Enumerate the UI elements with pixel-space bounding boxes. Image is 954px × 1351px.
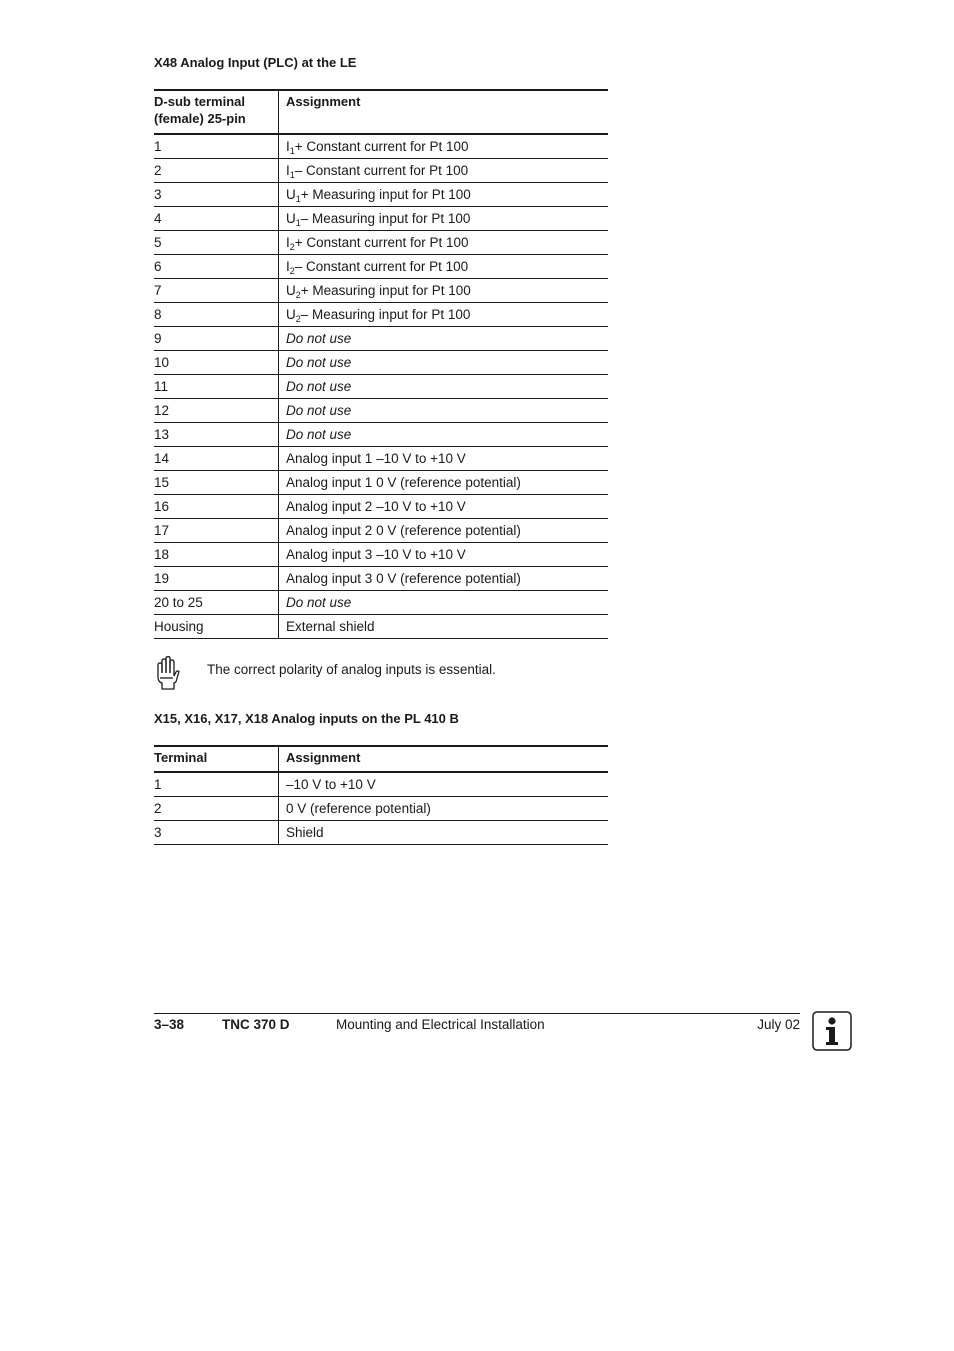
- terminal-cell: 20 to 25: [154, 591, 279, 615]
- terminal-cell: 1: [154, 772, 279, 797]
- terminal-cell: 7: [154, 279, 279, 303]
- signal-description: – Measuring input for Pt 100: [300, 306, 471, 322]
- note-text: The correct polarity of analog inputs is essential.: [207, 662, 496, 677]
- table-row: [154, 772, 608, 797]
- table-row: [154, 255, 608, 279]
- terminal-cell: Housing: [154, 615, 279, 639]
- page-number: 3–38: [154, 1017, 185, 1032]
- signal-description: – Constant current for Pt 100: [294, 162, 469, 178]
- terminal-cell: 8: [154, 303, 279, 327]
- signal-index: 1: [289, 145, 295, 156]
- publication-date: July 02: [757, 1017, 800, 1032]
- signal-symbol: I: [286, 138, 290, 154]
- terminal-cell: 11: [154, 375, 279, 399]
- table-row: [154, 423, 608, 447]
- page-footer: [154, 1013, 800, 1036]
- assignment-cell: [279, 134, 609, 159]
- signal-symbol: I: [286, 258, 290, 274]
- signal-description: + Measuring input for Pt 100: [300, 282, 471, 298]
- terminal-cell: 15: [154, 471, 279, 495]
- table-row: [154, 351, 608, 375]
- assignment-cell: [279, 255, 609, 279]
- table-row: [154, 159, 608, 183]
- assignment-cell: [279, 207, 609, 231]
- table-row: [154, 567, 608, 591]
- assignment-cell: Shield: [279, 821, 609, 845]
- assignment-cell: Analog input 3 –10 V to +10 V: [279, 543, 609, 567]
- assignment-cell: Do not use: [279, 351, 609, 375]
- assignment-cell: [279, 279, 609, 303]
- terminal-cell: 6: [154, 255, 279, 279]
- signal-description: + Measuring input for Pt 100: [300, 186, 471, 202]
- header-assignment: Assignment: [279, 90, 609, 134]
- table-row: [154, 519, 608, 543]
- header-terminal-line2: (female) 25-pin: [154, 111, 246, 126]
- table-row: [154, 447, 608, 471]
- table-row: [154, 543, 608, 567]
- terminal-cell: 12: [154, 399, 279, 423]
- terminal-cell: 18: [154, 543, 279, 567]
- terminal-cell: 16: [154, 495, 279, 519]
- signal-index: 2: [295, 289, 301, 300]
- table-row: [154, 207, 608, 231]
- signal-index: 1: [295, 217, 301, 228]
- assignment-cell: Analog input 3 0 V (reference potential): [279, 567, 609, 591]
- terminal-cell: 10: [154, 351, 279, 375]
- terminal-cell: 13: [154, 423, 279, 447]
- header-terminal: Terminal: [154, 750, 208, 765]
- signal-index: 2: [289, 241, 295, 252]
- assignment-cell: [279, 231, 609, 255]
- signal-symbol: U: [286, 306, 296, 322]
- assignment-cell: Analog input 2 –10 V to +10 V: [279, 495, 609, 519]
- assignment-cell: [279, 303, 609, 327]
- info-icon: [812, 1011, 852, 1051]
- terminal-cell: 3: [154, 821, 279, 845]
- signal-symbol: U: [286, 210, 296, 226]
- assignment-cell: –10 V to +10 V: [279, 772, 609, 797]
- terminal-cell: 4: [154, 207, 279, 231]
- header-terminal: [154, 90, 279, 134]
- pointing-hand-icon: [154, 656, 180, 690]
- assignment-cell: Do not use: [279, 399, 609, 423]
- assignment-cell: Do not use: [279, 375, 609, 399]
- signal-symbol: I: [286, 234, 290, 250]
- terminal-cell: 2: [154, 159, 279, 183]
- table-row: [154, 183, 608, 207]
- signal-index: 2: [289, 265, 295, 276]
- table-row: [154, 615, 608, 639]
- assignment-cell: External shield: [279, 615, 609, 639]
- table-row: [154, 279, 608, 303]
- section-title-pl410: X15, X16, X17, X18 Analog inputs on the PL 410 B: [154, 711, 459, 726]
- pl410-terminal-table: [154, 745, 608, 845]
- section-title-x48: X48 Analog Input (PLC) at the LE: [154, 55, 357, 70]
- assignment-cell: Do not use: [279, 327, 609, 351]
- assignment-cell: [279, 183, 609, 207]
- x48-pin-table: [154, 89, 608, 639]
- table-row: [154, 495, 608, 519]
- terminal-cell: 5: [154, 231, 279, 255]
- signal-index: 1: [295, 193, 301, 204]
- terminal-cell: 1: [154, 134, 279, 159]
- signal-index: 2: [295, 313, 301, 324]
- assignment-cell: Do not use: [279, 423, 609, 447]
- assignment-cell: [279, 159, 609, 183]
- header-assignment: Assignment: [279, 746, 609, 772]
- terminal-cell: 19: [154, 567, 279, 591]
- terminal-cell: 14: [154, 447, 279, 471]
- table-row: [154, 375, 608, 399]
- terminal-cell: 2: [154, 797, 279, 821]
- table-row: [154, 134, 608, 159]
- chapter-title: Mounting and Electrical Installation: [336, 1017, 545, 1032]
- terminal-cell: 9: [154, 327, 279, 351]
- signal-index: 1: [289, 169, 295, 180]
- assignment-cell: 0 V (reference potential): [279, 797, 609, 821]
- signal-description: – Measuring input for Pt 100: [300, 210, 471, 226]
- assignment-cell: Analog input 1 0 V (reference potential): [279, 471, 609, 495]
- table-header-row: [154, 746, 608, 772]
- assignment-cell: Analog input 2 0 V (reference potential): [279, 519, 609, 543]
- assignment-cell: Analog input 1 –10 V to +10 V: [279, 447, 609, 471]
- table-row: [154, 821, 608, 845]
- signal-symbol: I: [286, 162, 290, 178]
- signal-description: + Constant current for Pt 100: [294, 138, 469, 154]
- table-row: [154, 303, 608, 327]
- signal-symbol: U: [286, 282, 296, 298]
- model-name: TNC 370 D: [222, 1017, 290, 1032]
- signal-description: + Constant current for Pt 100: [294, 234, 469, 250]
- table-row: [154, 231, 608, 255]
- terminal-cell: 3: [154, 183, 279, 207]
- terminal-cell: 17: [154, 519, 279, 543]
- table-row: [154, 471, 608, 495]
- table-row: [154, 327, 608, 351]
- table-row: [154, 797, 608, 821]
- header-terminal-line1: D-sub terminal: [154, 94, 246, 109]
- table-row: [154, 399, 608, 423]
- signal-symbol: U: [286, 186, 296, 202]
- signal-description: – Constant current for Pt 100: [294, 258, 469, 274]
- table-row: [154, 591, 608, 615]
- note-box: [154, 656, 614, 696]
- assignment-cell: Do not use: [279, 591, 609, 615]
- table-header-row: [154, 90, 608, 134]
